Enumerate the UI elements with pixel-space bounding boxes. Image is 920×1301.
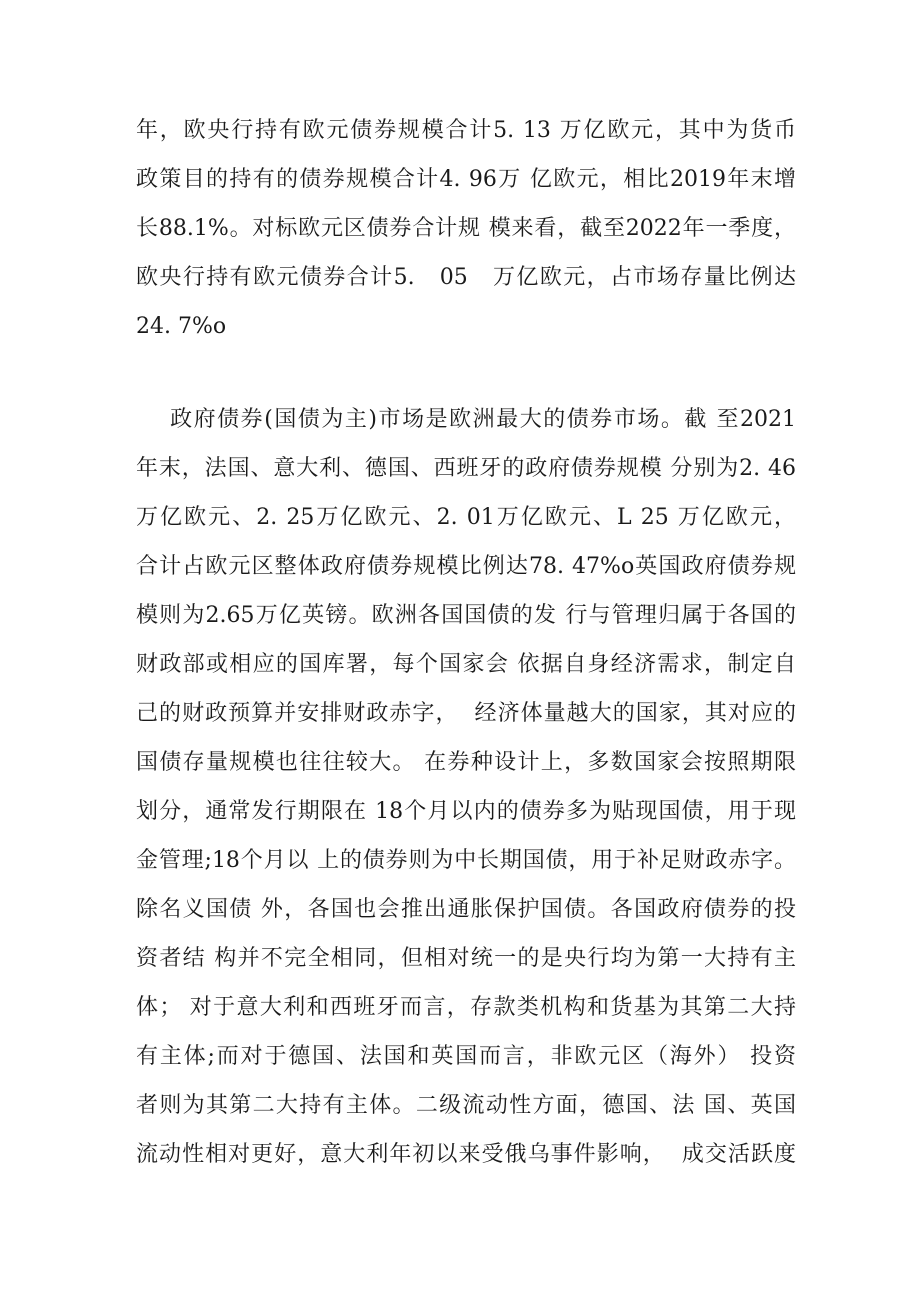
- paragraph-1-line-2: 政策目的持有的债券规模合计4. 96万 亿欧元，相比2019年末增: [136, 167, 796, 192]
- paragraph-2-line-9: 划分，通常发行期限在 18个月以内的债券多为贴现国债，用于现: [136, 799, 796, 824]
- paragraph-1-line-4: 欧央行持有欧元债券合计5. 05 万亿欧元，占市场存量比例达: [136, 265, 796, 290]
- paragraph-2-line-13: 体； 对于意大利和西班牙而言，存款类机构和货基为其第二大持: [136, 995, 796, 1020]
- paragraph-2-line-1: 政府债券(国债为主)市场是欧洲最大的债券市场。截 至2021: [136, 407, 796, 432]
- paragraph-1-line-3: 长88.1%。对标欧元区债券合计规 模来看，截至2022年一季度，: [136, 216, 796, 241]
- paragraph-2-line-10: 金管理;18个月以 上的债券则为中长期国债，用于补足财政赤字。: [136, 848, 796, 873]
- paragraph-2-line-15: 者则为其第二大持有主体。二级流动性方面，德国、法 国、英国: [136, 1093, 796, 1118]
- paragraph-2-line-5: 模则为2.65万亿英镑。欧洲各国国债的发 行与管理归属于各国的: [136, 603, 796, 628]
- paragraph-2-line-4: 合计占欧元区整体政府债券规模比例达78. 47%o英国政府债券规: [136, 554, 796, 579]
- paragraph-2-line-6: 财政部或相应的国库署，每个国家会 依据自身经济需求，制定自: [136, 652, 796, 677]
- paragraph-2-line-11: 除名义国债 外，各国也会推出通胀保护国债。各国政府债券的投: [136, 897, 796, 922]
- paragraph-2-line-8: 国债存量规模也往往较大。 在券种设计上，多数国家会按照期限: [136, 750, 796, 775]
- paragraph-2-line-2: 年末，法国、意大利、德国、西班牙的政府债券规模 分别为2. 46: [136, 456, 796, 481]
- paragraph-2-line-16: 流动性相对更好，意大利年初以来受俄乌事件影响， 成交活跃度: [136, 1142, 796, 1167]
- paragraph-2-line-7: 己的财政预算并安排财政赤字， 经济体量越大的国家，其对应的: [136, 701, 796, 726]
- paragraph-2-line-3: 万亿欧元、2. 25万亿欧元、2. 01万亿欧元、L 25 万亿欧元，: [136, 505, 796, 530]
- paragraph-2-line-14: 有主体;而对于德国、法国和英国而言，非欧元区（海外） 投资: [136, 1044, 796, 1069]
- paragraph-1-line-5: 24. 7%o: [136, 314, 227, 339]
- paragraph-1-line-1: 年，欧央行持有欧元债券规模合计5. 13 万亿欧元，其中为货币: [136, 118, 796, 143]
- paragraph-2-line-12: 资者结 构并不完全相同，但相对统一的是央行均为第一大持有主: [136, 946, 796, 971]
